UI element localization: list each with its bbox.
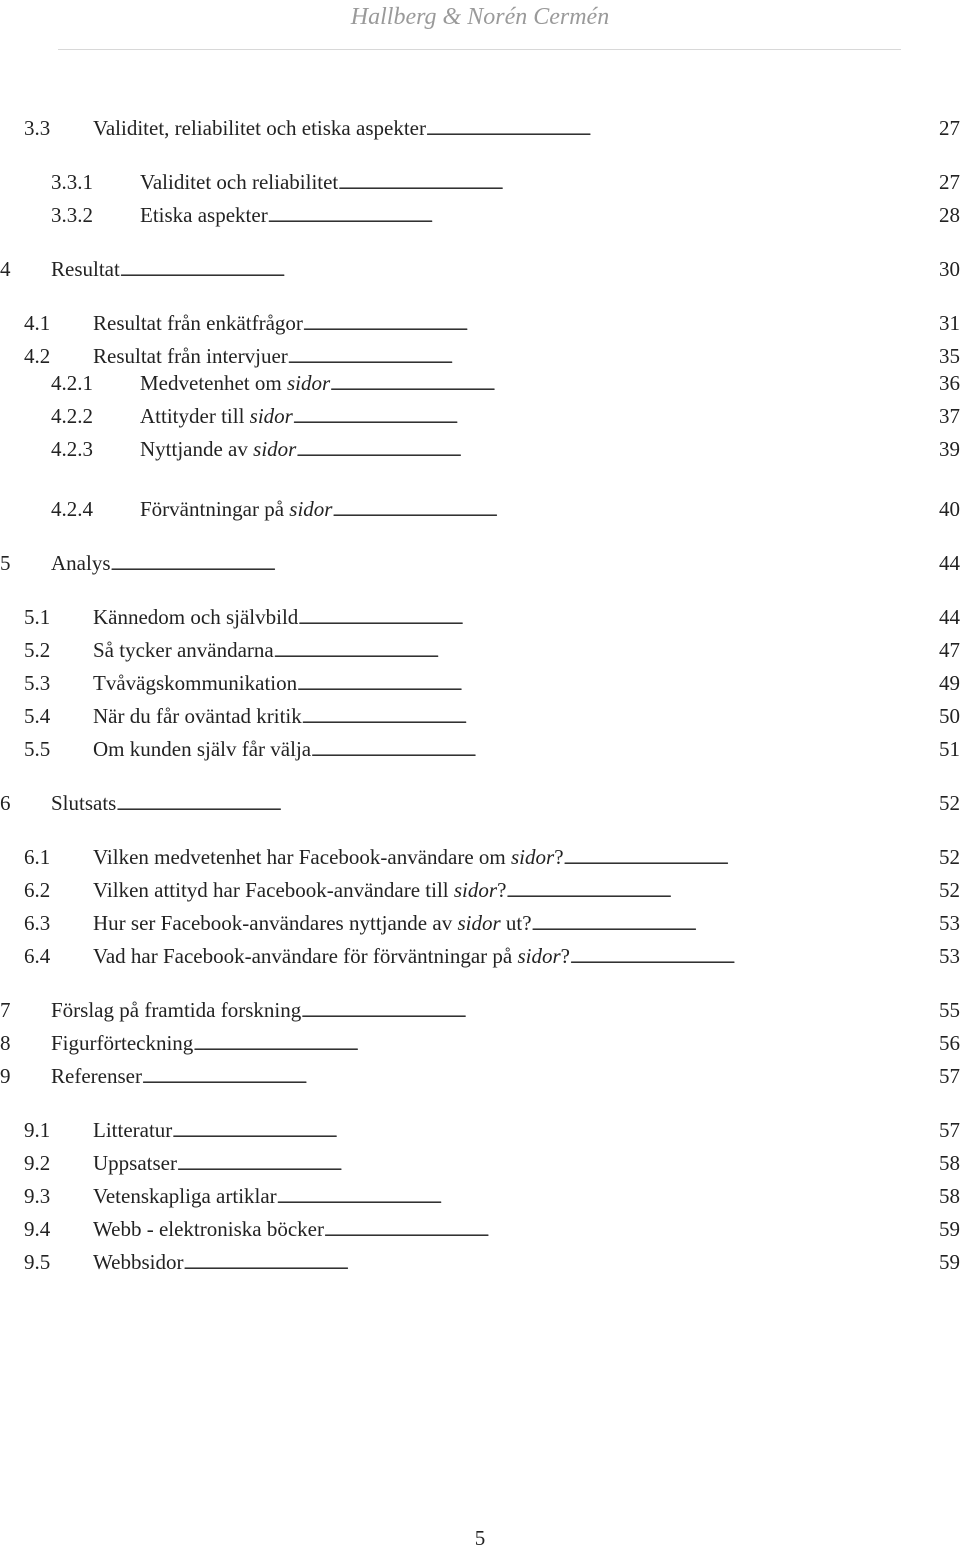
header-divider (58, 49, 901, 50)
toc-entry-title: Referenser (51, 1064, 142, 1088)
toc-entry-page: 40 (939, 497, 960, 521)
toc-entry-title-italic: sidor (511, 845, 555, 869)
toc-leader-dots (111, 548, 933, 582)
toc-entry-title: Förväntningar på sidor (140, 497, 333, 521)
toc-entry-page: 57 (939, 1118, 960, 1142)
toc-entry-page: 27 (939, 116, 960, 140)
toc-entry-title: Kännedom och självbild (93, 605, 299, 629)
toc-leader-dots (120, 254, 932, 288)
toc-entry-number: 8 (0, 1031, 11, 1055)
toc-leader-dots (142, 1061, 932, 1095)
toc-entry[interactable] (24, 875, 960, 905)
toc-entry-number: 4.2.1 (51, 371, 93, 395)
toc-entry-number: 4.2.2 (51, 404, 93, 428)
toc-leader-dots (296, 434, 932, 468)
toc-entry-page: 35 (939, 344, 960, 368)
toc-entry-title: Webbsidor (93, 1250, 184, 1274)
toc-entry-title-italic: sidor (517, 944, 561, 968)
toc-leader-dots (297, 668, 932, 702)
toc-entry[interactable] (51, 434, 960, 464)
toc-entry-title: Analys (51, 551, 111, 575)
toc-entry[interactable] (0, 1061, 960, 1091)
toc-entry-number: 9.5 (24, 1250, 51, 1274)
toc-entry-title: Vad har Facebook-användare för förväntningar på sidor? (93, 944, 570, 968)
toc-entry-page: 47 (939, 638, 960, 662)
toc-entry-number: 9 (0, 1064, 11, 1088)
toc-entry[interactable] (51, 200, 960, 230)
toc-entry-title-italic: sidor (453, 878, 498, 902)
toc-entry-title: Validitet, reliabilitet och etiska aspekter (93, 116, 426, 140)
toc-entry-title-italic: sidor (289, 497, 333, 521)
toc-entry-number: 6.4 (24, 944, 51, 968)
toc-entry-page: 28 (939, 203, 960, 227)
toc-entry[interactable] (24, 1247, 960, 1277)
toc-entry-title: Resultat (51, 257, 120, 281)
toc-entry-page: 51 (939, 737, 960, 761)
toc-entry-number: 4.2.4 (51, 497, 93, 521)
toc-leader-dots (116, 788, 932, 822)
toc-entry-title: När du får oväntad kritik (93, 704, 302, 728)
toc-entry-page: 31 (939, 311, 960, 335)
running-header: Hallberg & Norén Cermén (350, 4, 610, 30)
toc-entry-page: 56 (939, 1031, 960, 1055)
toc-entry-title-italic: sidor (286, 371, 331, 395)
toc-entry[interactable] (24, 1181, 960, 1211)
toc-entry[interactable] (0, 788, 960, 818)
toc-leader-dots (426, 113, 932, 147)
toc-entry-number: 4 (0, 257, 11, 281)
toc-entry-number: 9.4 (24, 1217, 51, 1241)
toc-entry[interactable] (24, 1115, 960, 1145)
toc-entry-number: 5.4 (24, 704, 51, 728)
toc-entry-number: 5.1 (24, 605, 51, 629)
toc-entry[interactable] (0, 1028, 960, 1058)
toc-entry[interactable] (24, 308, 960, 338)
toc-entry[interactable] (51, 368, 960, 398)
toc-entry-number: 6 (0, 791, 11, 815)
toc-leader-dots (268, 200, 932, 234)
toc-entry-page: 53 (939, 911, 960, 935)
toc-entry-title: Medvetenhet om sidor (140, 371, 331, 395)
toc-entry-page: 59 (939, 1217, 960, 1241)
toc-entry[interactable] (51, 494, 960, 524)
toc-entry-page: 58 (939, 1184, 960, 1208)
toc-entry-page: 44 (939, 605, 960, 629)
toc-entry-page: 30 (939, 257, 960, 281)
toc-entry-title: Slutsats (51, 791, 117, 815)
toc-entry-title-italic: sidor (253, 437, 297, 461)
toc-entry-title: Resultat från enkätfrågor (93, 311, 303, 335)
toc-leader-dots (302, 701, 932, 735)
toc-entry-page: 37 (939, 404, 960, 428)
toc-leader-dots (324, 1214, 932, 1248)
toc-entry[interactable] (24, 668, 960, 698)
toc-entry-page: 53 (939, 944, 960, 968)
toc-entry-page: 57 (939, 1064, 960, 1088)
toc-entry-page: 52 (939, 791, 960, 815)
toc-leader-dots (564, 842, 932, 876)
toc-entry-page: 49 (939, 671, 960, 695)
toc-entry[interactable] (0, 254, 960, 284)
toc-leader-dots (332, 494, 932, 528)
toc-entry-title: Resultat från intervjuer (93, 344, 288, 368)
toc-leader-dots (338, 167, 932, 201)
toc-entry[interactable] (0, 548, 960, 578)
toc-entry-page: 44 (939, 551, 960, 575)
toc-entry-number: 3.3.2 (51, 203, 93, 227)
toc-entry-number: 6.3 (24, 911, 51, 935)
toc-entry[interactable] (24, 1148, 960, 1178)
toc-entry-title: Vilken medvetenhet har Facebook-användare om sidor? (93, 845, 564, 869)
toc-entry-number: 5.5 (24, 737, 51, 761)
toc-entry[interactable] (24, 734, 960, 764)
toc-entry-number: 4.2 (24, 344, 51, 368)
toc-entry-title: Figurförteckning (51, 1031, 194, 1055)
toc-entry-page: 52 (939, 878, 960, 902)
toc-entry-page: 59 (939, 1250, 960, 1274)
toc-leader-dots (570, 941, 932, 975)
toc-entry-title: Uppsatser (93, 1151, 177, 1175)
toc-entry-number: 6.1 (24, 845, 51, 869)
toc-leader-dots (298, 602, 932, 636)
toc-leader-dots (172, 1115, 932, 1149)
toc-entry-number: 9.1 (24, 1118, 51, 1142)
toc-entry[interactable] (24, 941, 960, 971)
toc-leader-dots (293, 401, 932, 435)
toc-entry[interactable] (24, 341, 960, 371)
toc-entry-page: 50 (939, 704, 960, 728)
toc-entry-title-italic: sidor (457, 911, 501, 935)
toc-entry[interactable] (24, 113, 960, 143)
toc-entry[interactable] (51, 401, 960, 431)
toc-entry-title: Litteratur (93, 1118, 173, 1142)
toc-entry[interactable] (51, 167, 960, 197)
toc-entry-title: Förslag på framtida forskning (51, 998, 302, 1022)
toc-entry-page: 55 (939, 998, 960, 1022)
toc-entry-number: 6.2 (24, 878, 51, 902)
toc-entry[interactable] (24, 602, 960, 632)
toc-entry-title: Vilken attityd har Facebook-användare till sidor? (93, 878, 507, 902)
toc-entry[interactable] (24, 635, 960, 665)
toc-entry-page: 58 (939, 1151, 960, 1175)
toc-entry-page: 52 (939, 845, 960, 869)
toc-entry-page: 27 (939, 170, 960, 194)
toc-leader-dots (311, 734, 932, 768)
toc-entry-title: Webb - elektroniska böcker (93, 1217, 324, 1241)
toc-entry[interactable] (24, 701, 960, 731)
toc-leader-dots (532, 908, 932, 942)
toc-entry-number: 5.3 (24, 671, 51, 695)
toc-leader-dots (177, 1148, 932, 1182)
page-number: 5 (474, 1526, 486, 1550)
toc-entry-title: Så tycker användarna (93, 638, 274, 662)
toc-entry-title: Vetenskapliga artiklar (93, 1184, 277, 1208)
toc-entry[interactable] (24, 1214, 960, 1244)
toc-entry-title: Tvåvägskommunikation (93, 671, 298, 695)
toc-leader-dots (183, 1247, 932, 1281)
toc-entry-title: Validitet och reliabilitet (140, 170, 339, 194)
toc-entry-number: 9.2 (24, 1151, 51, 1175)
toc-entry-number: 5.2 (24, 638, 51, 662)
toc-entry-title: Attityder till sidor (140, 404, 293, 428)
toc-entry-number: 4.2.3 (51, 437, 93, 461)
toc-leader-dots (193, 1028, 932, 1062)
toc-entry-number: 9.3 (24, 1184, 51, 1208)
toc-leader-dots (330, 368, 932, 402)
toc-entry-page: 39 (939, 437, 960, 461)
toc-entry-title: Nyttjande av sidor (140, 437, 297, 461)
toc-entry-title: Om kunden själv får välja (93, 737, 312, 761)
toc-entry-page: 36 (939, 371, 960, 395)
toc-entry-number: 5 (0, 551, 11, 575)
toc-leader-dots (274, 635, 932, 669)
toc-entry[interactable] (0, 995, 960, 1025)
toc-entry-number: 3.3 (24, 116, 51, 140)
toc-entry[interactable] (24, 908, 960, 938)
toc-leader-dots (301, 995, 932, 1029)
toc-entry-number: 3.3.1 (51, 170, 93, 194)
toc-entry-title: Hur ser Facebook-användares nyttjande av sidor ut? (93, 911, 532, 935)
toc-entry-title-italic: sidor (249, 404, 293, 428)
toc-entry-number: 4.1 (24, 311, 51, 335)
toc-leader-dots (277, 1181, 932, 1215)
toc-entry-number: 7 (0, 998, 11, 1022)
toc-entry[interactable] (24, 842, 960, 872)
toc-leader-dots (506, 875, 932, 909)
toc-entry-title: Etiska aspekter (140, 203, 268, 227)
toc-leader-dots (303, 308, 932, 342)
